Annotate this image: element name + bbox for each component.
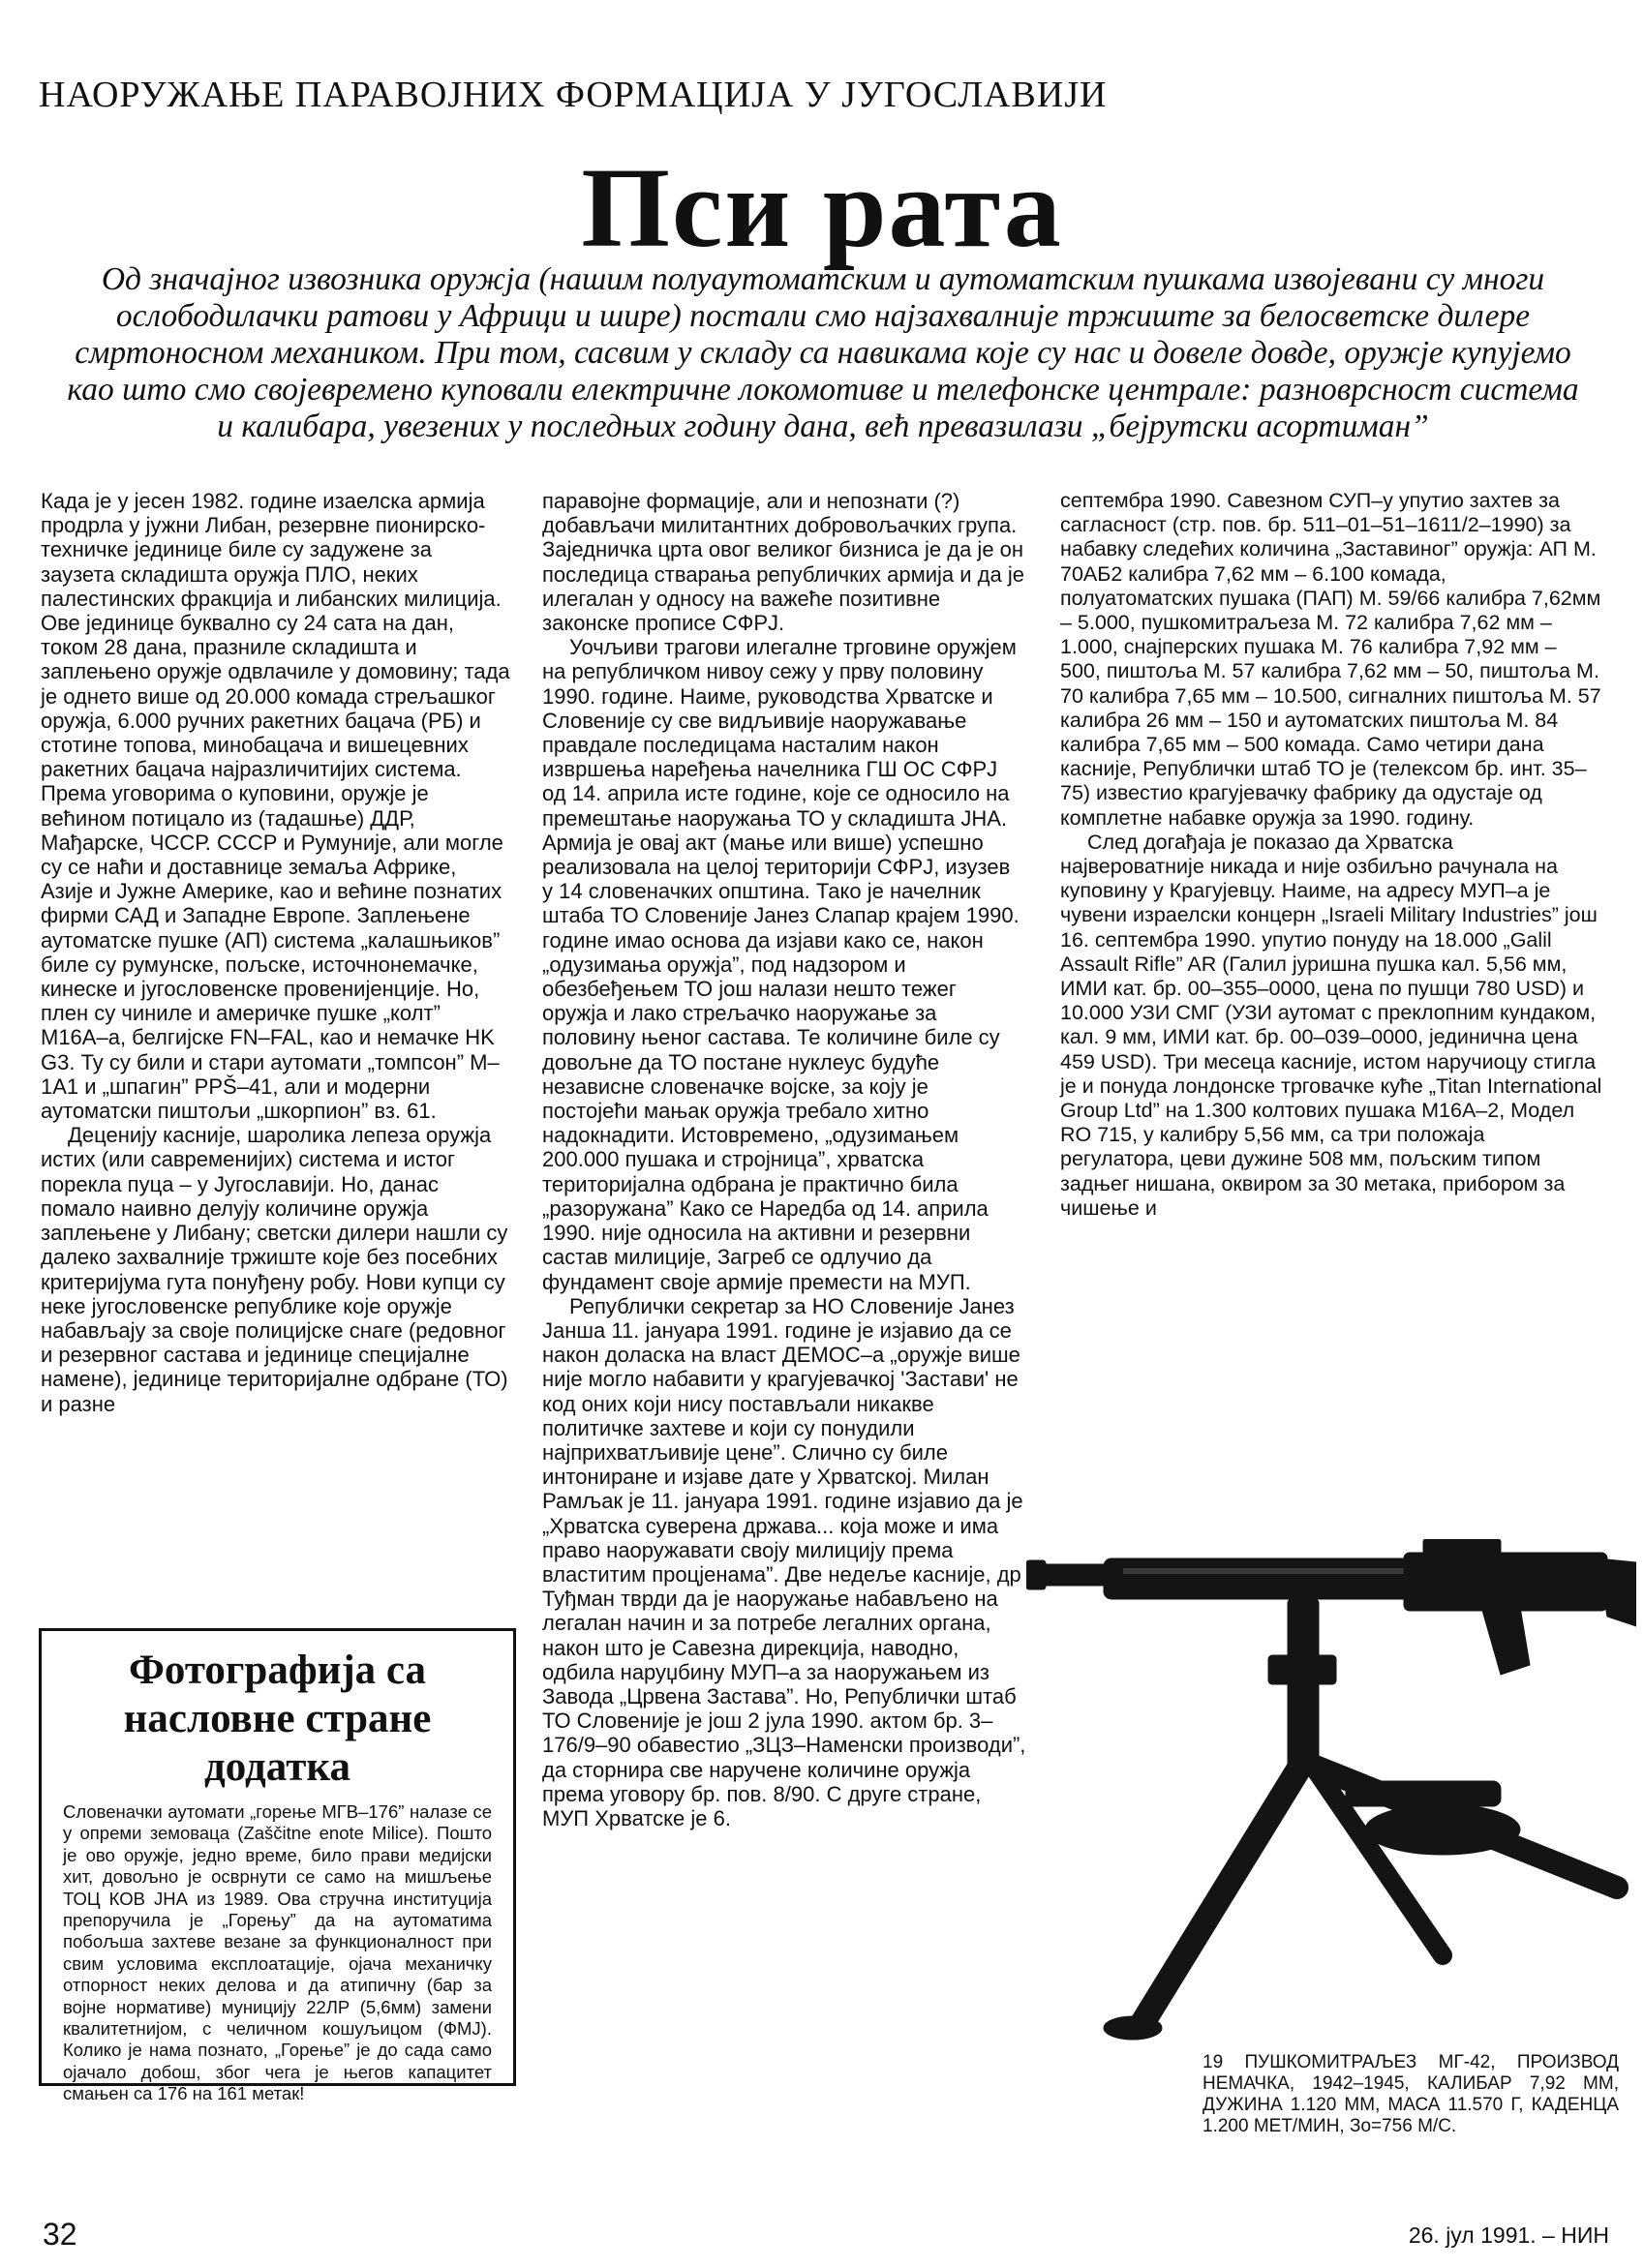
page-number: 32: [43, 2217, 77, 2252]
paragraph: Деценију касније, шаролика лепеза оружја истих (или савременијих) система и истог порекла пуца – у Југославији. Но, данас помало наивно делују количине оружја заплењене у Либану; светски дилери нашли су далеко захвалније тржиште које без посебних критеријума гута понуђену робу. Нови купци су неке југословенске републике које оружје набављају за своје полицијске снаге (редовног и резервног састава и јединице специјалне намене), јединице територијалне одбране (ТО) и разне: [41, 1123, 508, 1416]
article-lead: Од значајног извозника оружја (нашим полуаутоматским и аутоматским пушкама извојевани су многи ослободилачки ратови у Африци и шире) постали смо најзахвалније тржиште за белосветске дилере смртоносном механиком. При том, сасвим у складу са навикама које су нас и довеле довде, оружје купујемо као што смо својевремено куповали електричне локомотиве и телефонске централе: разноврсност система и калибара, увезених у последњих годину дана, већ превазилази „бејрутски асортиман”: [67, 261, 1579, 444]
column-1: [41, 489, 510, 1416]
paragraph: Републички секретар за НО Словеније Јанез Јанша 11. јануара 1991. године је изјавио да се након доласка на власт ДЕМОС–а „оружје више није могло набавити у крагујевачкој 'Застави' не код оних који нису постављали никакве политичке захтеве и који су понудили најприхватљивије цене”. Слично су биле интониране и изјаве дате у Хрватској. Милан Рамљак је 11. јануара 1991. године изјавио да је „Хрватска суверена држава... која може и има право наоружавати своју милицију према властитим процјенама”. Две недеље касније, др Туђман тврди да је наоружање набављено на легалан начин и за потребе легалних органа, након што је Савезна дирекција, наводно, одбила наруџбину МУП–а за наоружањем из Завода „Црвена Застава”. Но, Републички штаб ТО Словеније је још 2 јула 1990. актом бр. 3–176/9–90 обавестио „ЗЦЗ–Наменски производи”, да сторнира све наручене количине оружја према уговору бр. пов. 8/90. С друге стране, МУП Хрватске је 6.: [542, 1293, 1026, 1830]
paragraph: Када је у јесен 1982. године изаелска армија продрла у јужни Либан, резервне пионирско-техничке јединице биле су задужене за заузета складишта оружја ПЛО, неких палестинских фракција и либанских милиција. Ове јединице буквално су 24 сата на дан, током 28 дана, празниле складишта и заплењено оружје одвлачиле у домовину; тада је однето више од 20.000 комада стрељашког оружја, 6.000 ручних ракетних бацача (РБ) и стотине топова, минобацача и вишецевних ракетних бацача најразличитијих система. Према уговорима о куповини, оружје је већином потицало из (тадашње) ДДР, Мађарске, ЧССР. СССР и Румуније, али могле су се наћи и доставнице земаља Африке, Азије и Јужне Америке, као и већине познатих фирми САД и Западне Европе. Заплењене аутоматске пушке (АП) система „калашњиков” биле су румунске, пољске, источнонемачке, кинеске и југословенске провенијенције. Но, плен су чиниле и америчке пушке „колт” М16А–а, белгијске FN–FAL, као и немачке HK G3. Ту су били и стари аутомати „томпсон” М–1А1 и „шпагин” PPŠ–41, али и модерни аутоматски пиштољи „шкорпион” вз. 61.: [41, 489, 510, 1124]
paragraph: Уочљиви трагови илегалне трговине оружјем на републичком нивоу сежу у прву половину 1990. године. Наиме, руководства Хрватске и Словеније су све видљивије наоружавање правдале последицама насталим након извршења наређења начелника ГШ ОС СФРЈ од 14. априла исте године, које се односило на премештање наоружања ТО у складишта ЈНА. Армија је овај акт (мање или више) успешно реализовала на целој територији СФРЈ, изузев у 14 словеначких општина. Тако је начелник штаба ТО Словеније Јанез Слапар крајем 1990. године имао основа да изјави како се, након „одузимања оружја”, под надзором и обезбеђењем ТО још налази нешто тежег оружја и лако стрељачко наоружање за половину њеног састава. Те количине биле су довољне да ТО постане нуклеус будуће независне словеначке војске, за коју је постојећи мањак оружја требало хитно надокнадити. Истовремено, „одузимањем 200.000 пушака и стројница”, хрватска територијална одбрана је практично била „разоружана” Како се Наредба од 14. априла 1990. није односила на активни и резервни састав милиције, Загреб се одлучио да фундамент своје армије премести на МУП.: [542, 635, 1020, 1294]
machine-gun-photo-icon: [1026, 1539, 1636, 2042]
photo-caption: 19 ПУШКОМИТРАЉЕЗ МГ-42, ПРОИЗВОД НЕМАЧКА, 1942–1945, КАЛИБАР 7,92 ММ, ДУЖИНА 1.120 ММ, МАСА 11.570 Г, КАДЕНЦА 1.200 МЕТ/МИН, Зо=756 М/С.: [1203, 2052, 1619, 2136]
paragraph: паравојне формације, али и непознати (?) добављачи милитантних добровољачких група. Заједничка црта овог великог бизниса је да је он последица стварања републичких армија и да је илегалан у односу на важеће позитивне законске прописе СФРЈ.: [542, 489, 1024, 636]
sidebar-text: Словеначки аутомати „горење МГВ–176” налазе се у опреми земоваца (Zaščitne enote Milice). Пошто је ово оружје, једно време, било прави медијски хит, довољно је осврнути се само на мишљење ТОЦ КОВ ЈНА из 1989. Ова стручна институција препоручила је „Горењу” да на аутоматима побољша захтеве везане за функционалност при свим условима експлоатације, ојача механичку отпорност неких делова и да атипичну (бар за војне нормативе) муницију 22ЛР (5,6мм) замени квалитетнијом, с челичном кошуљицом (ФМЈ). Колико је нама познато, „Горење” је до сада само ојачало добош, због чега је његов капацитет смањен са 176 на 161 метак!: [63, 1801, 492, 2104]
paragraph: септембра 1990. Савезном СУП–у упутио захтев за сагласност (стр. пов. бр. 511–01–51–1611/2–1990) за набавку следећих количина „Заставиног” оружја: АП М. 70АБ2 калибра 7,62 мм – 6.100 комада, полуатоматских пушака (ПАП) М. 59/66 калибра 7,62мм – 5.000, пушкомитраљеза М. 72 калибра 7,62 мм – 1.000, снајперских пушака М. 76 калибра 7,92 мм – 500, пиштоља М. 57 калибра 7,62 мм – 50, пиштоља М. 70 калибра 7,65 мм – 10.500, сигналних пиштоља М. 57 калибра 26 мм – 150 и аутоматских пиштоља М. 84 калибра 7,65 мм – 500 комада. Само четири дана касније, Републички штаб ТО је (телексом бр. инт. 35–75) известио крагујевачку фабрику да одустаје од комплетне набавке оружја за 1990. годину.: [1060, 489, 1601, 830]
paragraph: След догађаја је показао да Хрватска највероватније никада и није озбиљно рачунала на куповину у Крагујевцу. Наиме, на адресу МУП–а је чувени израелски концерн „Israeli Military Industries” још 16. септембра 1990. упутио понуду на 18.000 „Galil Assault Rifle” AR (Галил јуришна пушка кал. 5,56 мм, ИМИ кат. бр. 00–355–0000, цена по пушци 780 USD) и 10.000 УЗИ СМГ (УЗИ аутомат с преклопним кундаком, кал. 9 мм, ИМИ кат. бр. 00–039–0000, јединична цена 459 USD). Три месеца касније, истом наручиоцу стигла је и понуда лондонске трговачке куће „Titan International Group Ltd” на 1.300 колтових пушака М16А–2, Модел RO 715, у калибру 5,56 мм, са три положаја регулатора, цеви дужине 508 мм, пољским типом задњег нишана, оквиром за 30 метака, прибором за чишење и: [1060, 830, 1602, 1220]
sidebar-box: [39, 1628, 516, 2104]
publication-date: 26. јул 1991. – НИН: [1408, 2223, 1609, 2248]
article-title: Пси рата: [581, 144, 1063, 271]
column-2: [542, 489, 1026, 1830]
column-3: [1060, 489, 1602, 1221]
sidebar-title: Фотографија са насловне стране додатка: [123, 1648, 432, 1790]
article-kicker: НАОРУЖАЊЕ ПАРАВОЈНИХ ФОРМАЦИЈА У ЈУГОСЛАВИЈИ: [39, 75, 1108, 115]
